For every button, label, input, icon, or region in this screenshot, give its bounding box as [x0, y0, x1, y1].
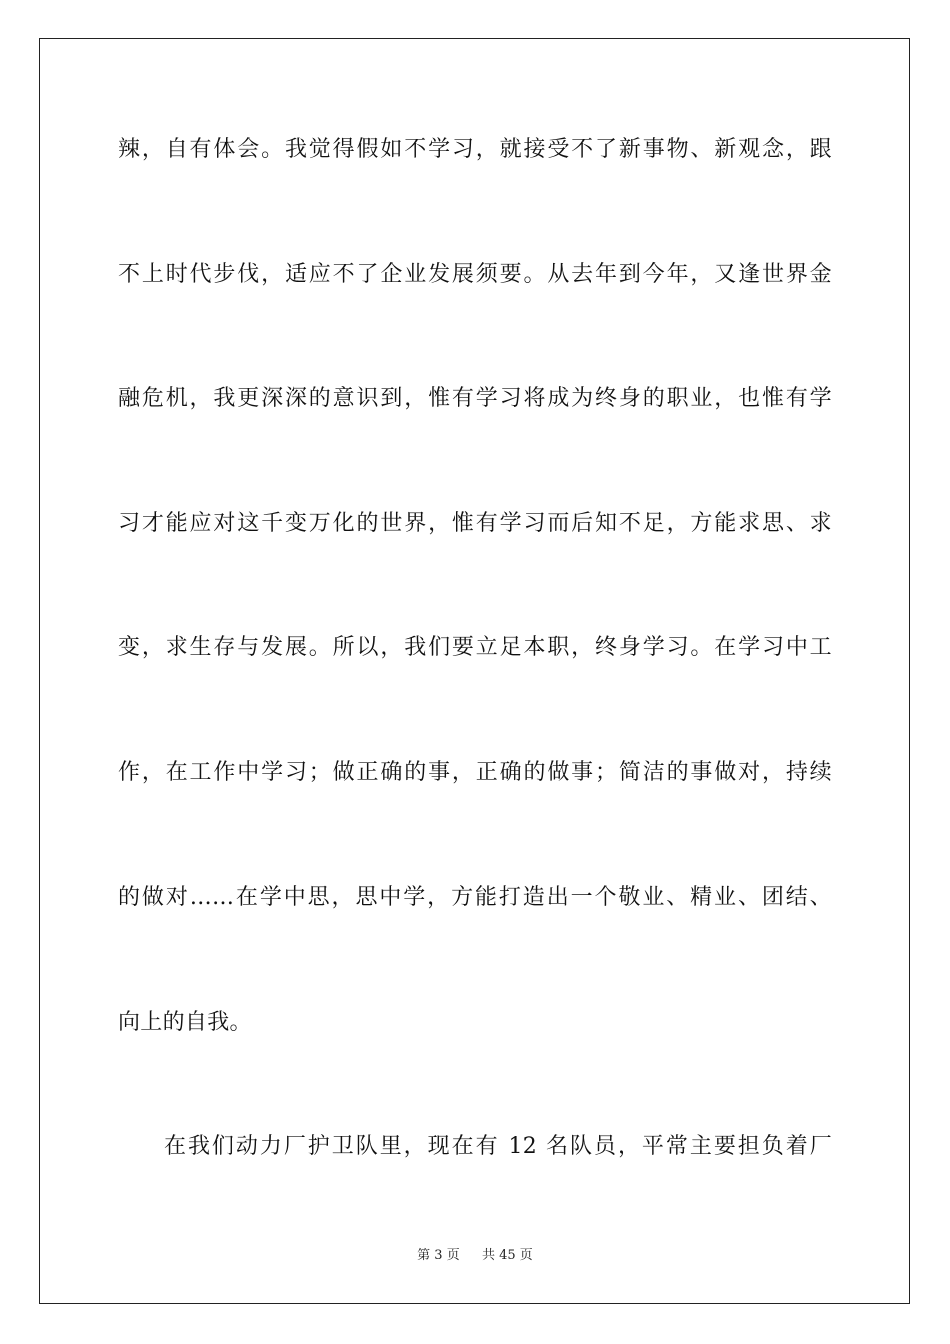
- body-text-line: 辣，自有体会。我觉得假如不学习，就接受不了新事物、新观念，跟: [118, 137, 832, 162]
- body-text-line: 习才能应对这千变万化的世界，惟有学习而后知不足，方能求思、求: [118, 511, 832, 536]
- page-footer: [0, 1248, 950, 1264]
- page-border: [39, 38, 910, 1304]
- body-text-line: 融危机，我更深深的意识到，惟有学习将成为终身的职业，也惟有学: [118, 386, 832, 411]
- body-text-line: 向上的自我。: [118, 1010, 252, 1035]
- page-number: 第 3 页: [417, 1248, 460, 1263]
- body-text-line: 的做对……在学中思，思中学，方能打造出一个敬业、精业、团结、: [118, 885, 832, 910]
- body-text-line: 不上时代步伐，适应不了企业发展须要。从去年到今年，又逢世界金: [118, 262, 832, 287]
- body-text-line: 变，求生存与发展。所以，我们要立足本职，终身学习。在学习中工: [118, 635, 832, 660]
- total-pages: 共 45 页: [482, 1248, 533, 1263]
- paragraph-first-line: 在我们动力厂护卫队里，现在有 12 名队员，平常主要担负着厂: [164, 1134, 832, 1159]
- body-text-line: 作，在工作中学习；做正确的事，正确的做事；简洁的事做对，持续: [118, 760, 832, 785]
